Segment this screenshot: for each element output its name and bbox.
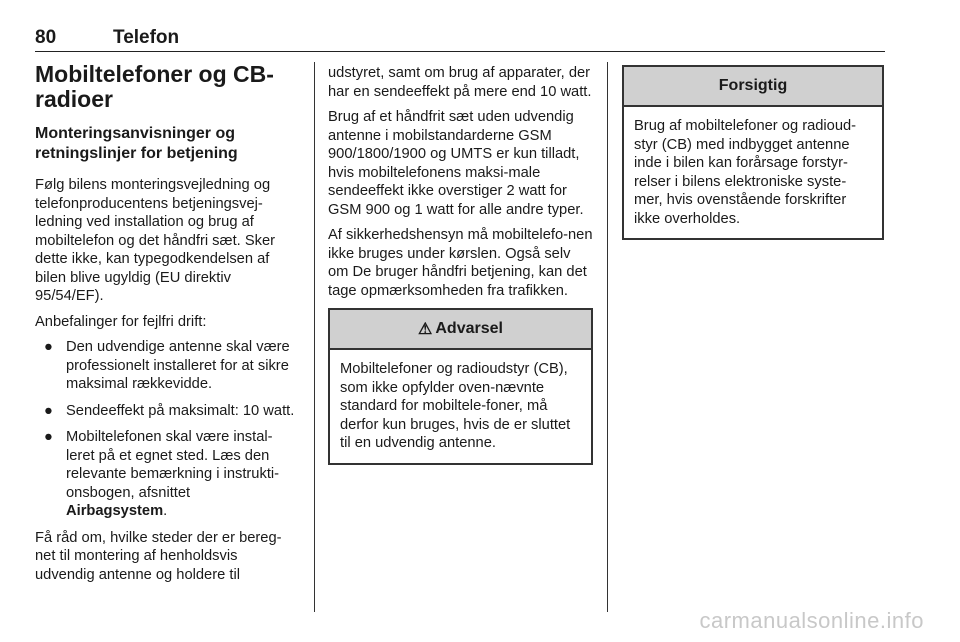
paragraph-advice: Få råd om, hvilke steder der er bereg-net til montering af henholdsvis udvendig antenne og holdere til (35, 529, 282, 583)
list-item-text: Mobiltelefonen skal være instal-leret på et egnet sted. Læs den relevante bemærkning i instrukti-onsbogen, afsnittet (66, 429, 280, 501)
column-left (35, 62, 300, 591)
warning-text: Mobiltelefoner og radioudstyr (CB), som ikke opfylder oven-nævnte standard for mobiltele-foner, må derfor kun bruges, hvis de er sluttet til en udvendig antenne. (340, 361, 571, 451)
paragraph-handsfree: Brug af et håndfrit sæt uden udvendig antenne i mobilstandarderne GSM 900/1800/1900 og UMTS er kun tilladt, hvis mobiltelefonens maksi-male sendeeffekt ikke overstiger 2 watt for GSM 900 og 1 watt for alle andre typer. (328, 109, 584, 218)
page-header (35, 27, 885, 52)
chapter-subtitle: Monteringsanvisninger og retningslinjer for betjening (35, 125, 238, 162)
warning-icon: ⚠ (418, 321, 433, 338)
list-item-end: . (163, 503, 168, 519)
airbag-reference-link[interactable]: Airbagsystem (66, 503, 164, 519)
paragraph-installation: Følg bilens monteringsvejledning og telefonproducentens betjeningsvej-ledning ved installation og brug af mobiltelefon og det håndfri sæt. Sker dette ikke, kan typegodkendelsen af bilen blive ugyldig (EU direktiv 95/54/EF). (35, 177, 276, 304)
watermark: carmanualsonline.info (699, 608, 924, 633)
list-item (35, 428, 300, 521)
caution-header: Forsigtig (624, 67, 882, 107)
recommendation-list (35, 338, 300, 521)
paragraph-recommendations: Anbefalinger for fejlfri drift: (35, 313, 207, 330)
column-divider (314, 62, 315, 612)
warning-box (328, 308, 593, 465)
column-middle (328, 64, 593, 465)
list-item-text: Den udvendige antenne skal være professionelt installeret for at sikre maksimal rækkevidde. (66, 339, 290, 392)
list-item-text: Sendeeffekt på maksimalt: 10 watt. (66, 402, 295, 419)
list-item (35, 402, 300, 421)
column-right (622, 65, 884, 240)
section-title: Telefon (113, 27, 180, 48)
column-divider (607, 62, 608, 612)
warning-title: Advarsel (435, 320, 503, 337)
list-item (35, 338, 300, 394)
paragraph-safety: Af sikkerhedshensyn må mobiltelefo-nen ikke bruges under kørslen. Også selv om De bruger håndfri betjening, kan det tage opmærksomheden fra trafikken. (328, 227, 593, 299)
caution-box (622, 65, 884, 240)
page-number: 80 (35, 27, 57, 48)
warning-header (330, 310, 591, 350)
bullet-icon: ● (44, 429, 53, 445)
paragraph-equipment: udstyret, samt om brug af apparater, der har en sendeeffekt på mere end 10 watt. (328, 65, 592, 100)
caution-text: Brug af mobiltelefoner og radioud-styr (CB) med indbygget antenne inde i bilen kan forårsage forstyr-relser i bilens elektroniske syste-mer, hvis ovenstående forskrifter ikke overholdes. (634, 118, 857, 227)
bullet-icon: ● (44, 402, 53, 419)
chapter-title: Mobiltelefoner og CB-radioer (35, 61, 274, 112)
bullet-icon: ● (44, 339, 53, 355)
